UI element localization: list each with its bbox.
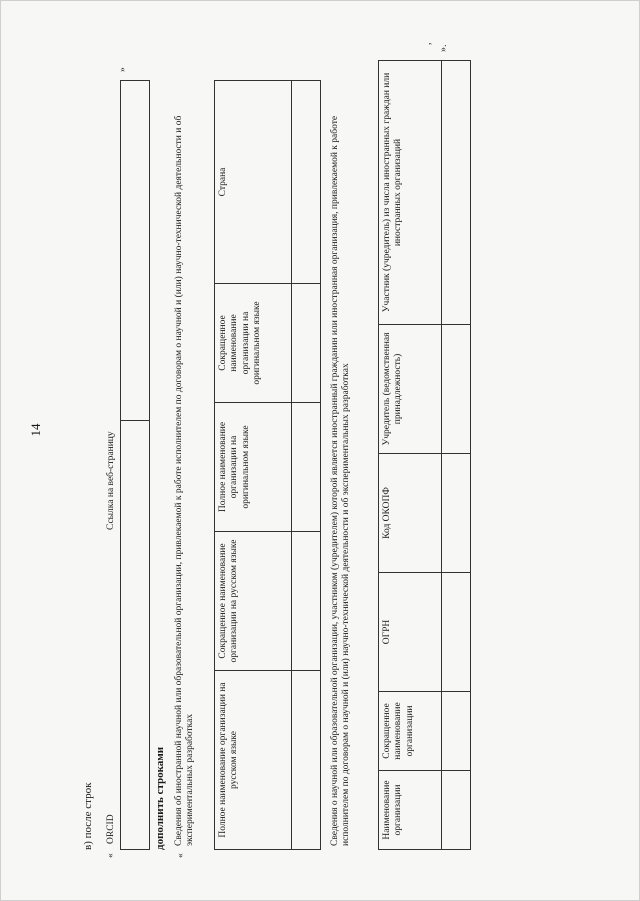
col-foreign-participant: Участник (учредитель) из числа иностранных граждан или иностранных организаций (379, 61, 442, 325)
col-okopf: Код ОКОПФ (379, 454, 442, 573)
foreign-org-table (214, 80, 321, 850)
section1-text: Сведения об иностранной научной или образовательной организации, привлекаемой к работе исполнителем по договорам о научной и (или) научно-технической деятельности и об экспериментальных разработках (174, 115, 196, 846)
col-org-name: Наименование организации (379, 771, 442, 850)
orcid-close-quote: » (118, 67, 128, 72)
after-rows-heading: в) после строк (82, 782, 94, 850)
trailing-mark: , (422, 42, 433, 45)
col-short-name-orig: Сокращенное наименование организации на оригинальном языке (215, 284, 292, 403)
page-number: 14 (28, 423, 43, 437)
founder-org-table (378, 60, 471, 850)
col-founder: Учредитель (ведомственная принадлежность) (379, 325, 442, 454)
orcid-table (120, 80, 150, 850)
web-link-label: Ссылка на веб-страницу (106, 431, 116, 530)
orcid-label: ORCID (106, 814, 116, 844)
col-country: Страна (215, 81, 292, 284)
rotated-document-content (78, 30, 538, 858)
col-org-short-name: Сокращенное наименование организации (379, 692, 442, 771)
col-full-name-ru: Полное наименование организации на русском языке (215, 671, 292, 850)
col-short-name-ru: Сокращенное наименование организации на русском языке (215, 532, 292, 671)
section2-close-quote: ». (438, 44, 449, 52)
col-full-name-orig: Полное наименование организации на оригинальном языке (215, 403, 292, 532)
orcid-open-quote: « (106, 853, 116, 858)
section2-text: Сведения о научной или образовательной организации, участником (учредителем) которой является иностранный гражданин или иностранная организация, привлекаемой к работе исполнителем по договорам о научной и (или) научно-технической деятельности и об экспериментальных разработках (330, 115, 352, 846)
col-ogrn: ОГРН (379, 573, 442, 692)
add-rows-text: дополнить строками (154, 746, 166, 850)
section1-open-quote: « (176, 853, 186, 858)
